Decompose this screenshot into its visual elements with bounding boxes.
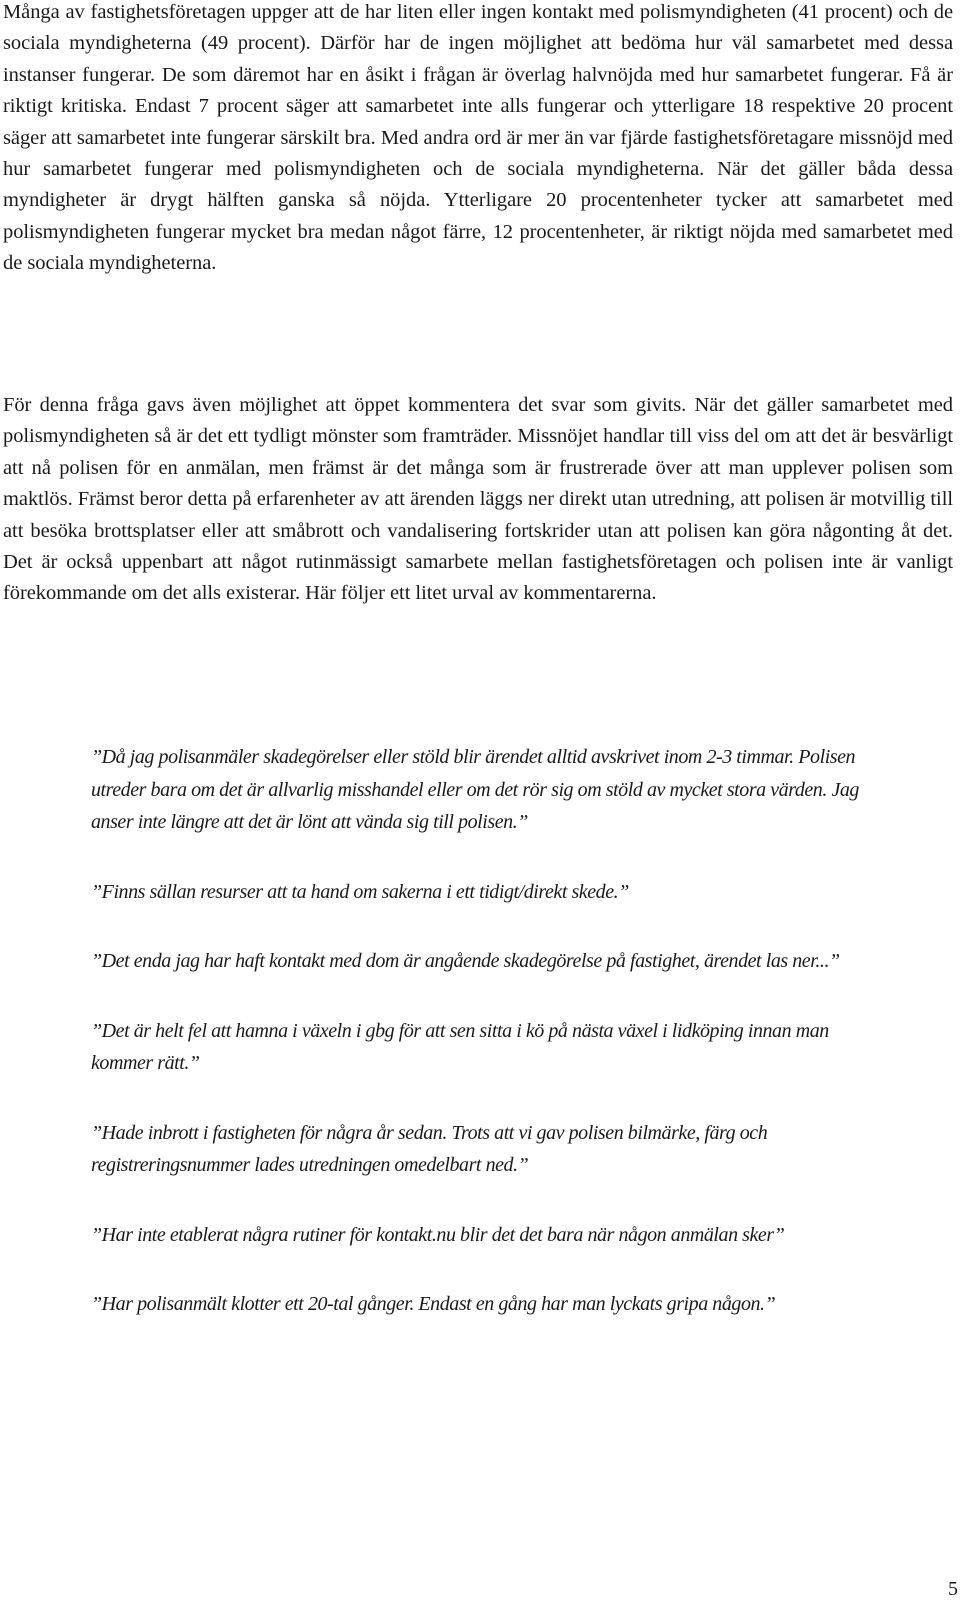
quote-3: ”Det enda jag har haft kontakt med dom är angående skadegörelse på fastighet, ärendet las ner...”	[91, 950, 840, 972]
body-paragraph-1: Många av fastighetsföretagen uppger att de har liten eller ingen kontakt med polismyndigheten (41 procent) och de sociala myndigheterna (49 procent). Därför har de ingen möjlighet att bedöma hur väl samarbetet med dessa instanser fungerar. De som däremot har en åsikt i frågan är överlag halvnöjda med hur samarbetet fungerar. Få är riktigt kritiska. Endast 7 procent säger att samarbetet inte alls fungerar och ytterligare 18 respektive 20 procent säger att samarbetet inte fungerar särskilt bra. Med andra ord är mer än var fjärde fastighetsföretagare missnöjd med hur samarbetet fungerar med polismyndigheten och de sociala myndigheterna. När det gäller båda dessa myndigheter är drygt hälften ganska så nöjda. Ytterligare 20 procentenheter tycker att samarbetet med polismyndigheten fungerar mycket bra medan något färre, 12 procentenheter, är riktigt nöjda med samarbetet med de sociala myndigheterna.	[3, 1, 953, 275]
quote-4: ”Det är helt fel att hamna i växeln i gbg för att sen sitta i kö på nästa växel i lidköping innan man kommer rätt.”	[91, 1019, 829, 1074]
page-number: 5	[948, 1578, 958, 1600]
comment-quotes	[91, 741, 866, 1321]
quote-2: ”Finns sällan resurser att ta hand om sakerna i ett tidigt/direkt skede.”	[91, 880, 629, 903]
quote-6: ”Har inte etablerat några rutiner för kontakt.nu blir det det bara när någon anmälan sker”	[91, 1223, 785, 1246]
body-paragraph-2: För denna fråga gavs även möjlighet att öppet kommentera det svar som givits. När det gäller samarbetet med polismyndigheten så är det ett tydligt mönster som framträder. Missnöjet handlar till viss del om att det är besvärligt att nå polisen för en anmälan, men främst är det många som är frustrerade över att man upplever polisen som maktlös. Främst beror detta på erfarenheter av att ärenden läggs ner direkt utan utredning, att polisen är motvillig till att besöka brottsplatser eller att småbrott och vandalisering fortskrider utan att polisen kan göra någonting åt det. Det är också uppenbart att något rutinmässigt samarbete mellan fastighetsföretagen och polisen inte är vanligt förekommande om det alls existerar. Här följer ett litet urval av kommentarerna.	[3, 394, 953, 605]
quote-7: ”Har polisanmält klotter ett 20-tal gånger. Endast en gång har man lyckats gripa någon.”	[91, 1293, 776, 1315]
quote-5: ”Hade inbrott i fastigheten för några år sedan. Trots att vi gav polisen bilmärke, färg och registreringsnummer lades utredningen omedelbart ned.”	[91, 1121, 768, 1176]
quote-1: ”Då jag polisanmäler skadegörelser eller stöld blir ärendet alltid avskrivet inom 2-3 timmar. Polisen utreder bara om det är allvarlig misshandel eller om det rör sig om stöld av mycket stora värden. Jag anser inte längre att det är lönt att vända sig till polisen.”	[91, 746, 859, 833]
